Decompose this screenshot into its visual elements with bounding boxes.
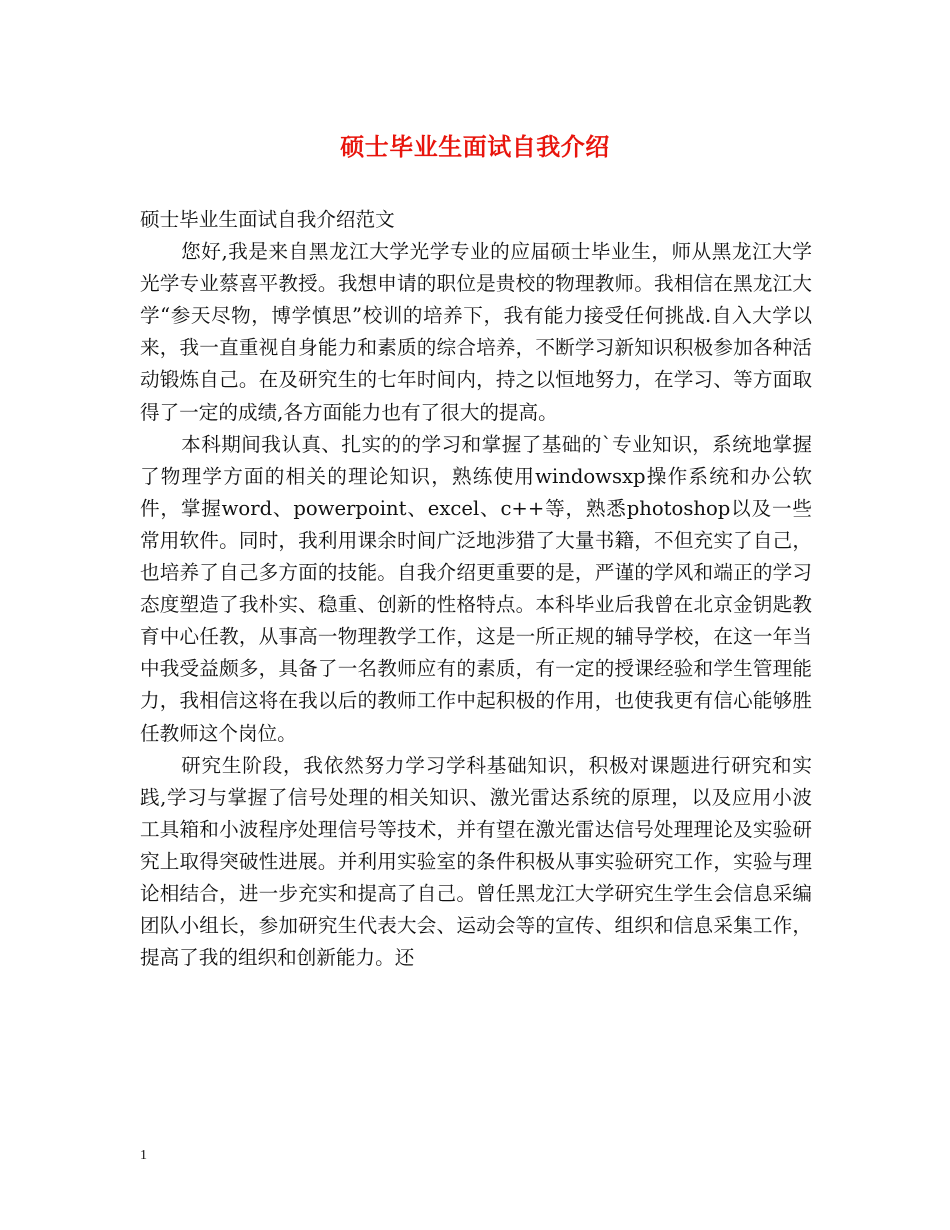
page-number: 1	[140, 1148, 147, 1163]
paragraph-intro: 您好,我是来自黑龙江大学光学专业的应届硕士毕业生，师从黑龙江大学光学专业蔡喜平教授。我想申请的职位是贵校的物理教师。我相信在黑龙江大学“参天尽物，博学慎思”校训的培养下，我有能力接受任何挑战.自入大学以来，我一直重视自身能力和素质的综合培养，不断学习新知识积极参加各种活动锻炼自己。在及研究生的七年时间内，持之以恒地努力，在学习、等方面取得了一定的成绩,各方面能力也有了很大的提高。	[140, 240, 812, 424]
document-subtitle: 硕士毕业生面试自我介绍范文	[140, 208, 395, 231]
document-title: 硕士毕业生面试自我介绍	[340, 132, 610, 161]
paragraph-graduate: 研究生阶段，我依然努力学习学科基础知识，积极对课题进行研究和实践,学习与掌握了信号处理的相关知识、激光雷达系统的原理，以及应用小波工具箱和小波程序处理信号等技术，并有望在激光雷达信号处理理论及实验研究上取得突破性进展。并利用实验室的条件积极从事实验研究工作，实验与理论相结合，进一步充实和提高了自己。曾任黑龙江大学研究生学生会信息采编团队小组长，参加研究生代表大会、运动会等的宣传、组织和信息采集工作，提高了我的组织和创新能力。还	[140, 753, 812, 970]
document-body	[140, 204, 812, 974]
paragraph-undergraduate: 本科期间我认真、扎实的的学习和掌握了基础的`专业知识，系统地掌握了物理学方面的相关的理论知识，熟练使用windowsxp操作系统和办公软件，掌握word、powerpoint、excel、c++等，熟悉photoshop以及一些常用软件。同时，我利用课余时间广泛地涉猎了大量书籍，不但充实了自己，也培养了自己多方面的技能。自我介绍更重要的是，严谨的学风和端正的学习态度塑造了我朴实、稳重、创新的性格特点。本科毕业后我曾在北京金钥匙教育中心任教，从事高一物理教学工作，这是一所正规的辅导学校，在这一年当中我受益颇多，具备了一名教师应有的素质，有一定的授课经验和学生管理能力，我相信这将在我以后的教师工作中起积极的作用，也使我更有信心能够胜任教师这个岗位。	[140, 432, 812, 745]
